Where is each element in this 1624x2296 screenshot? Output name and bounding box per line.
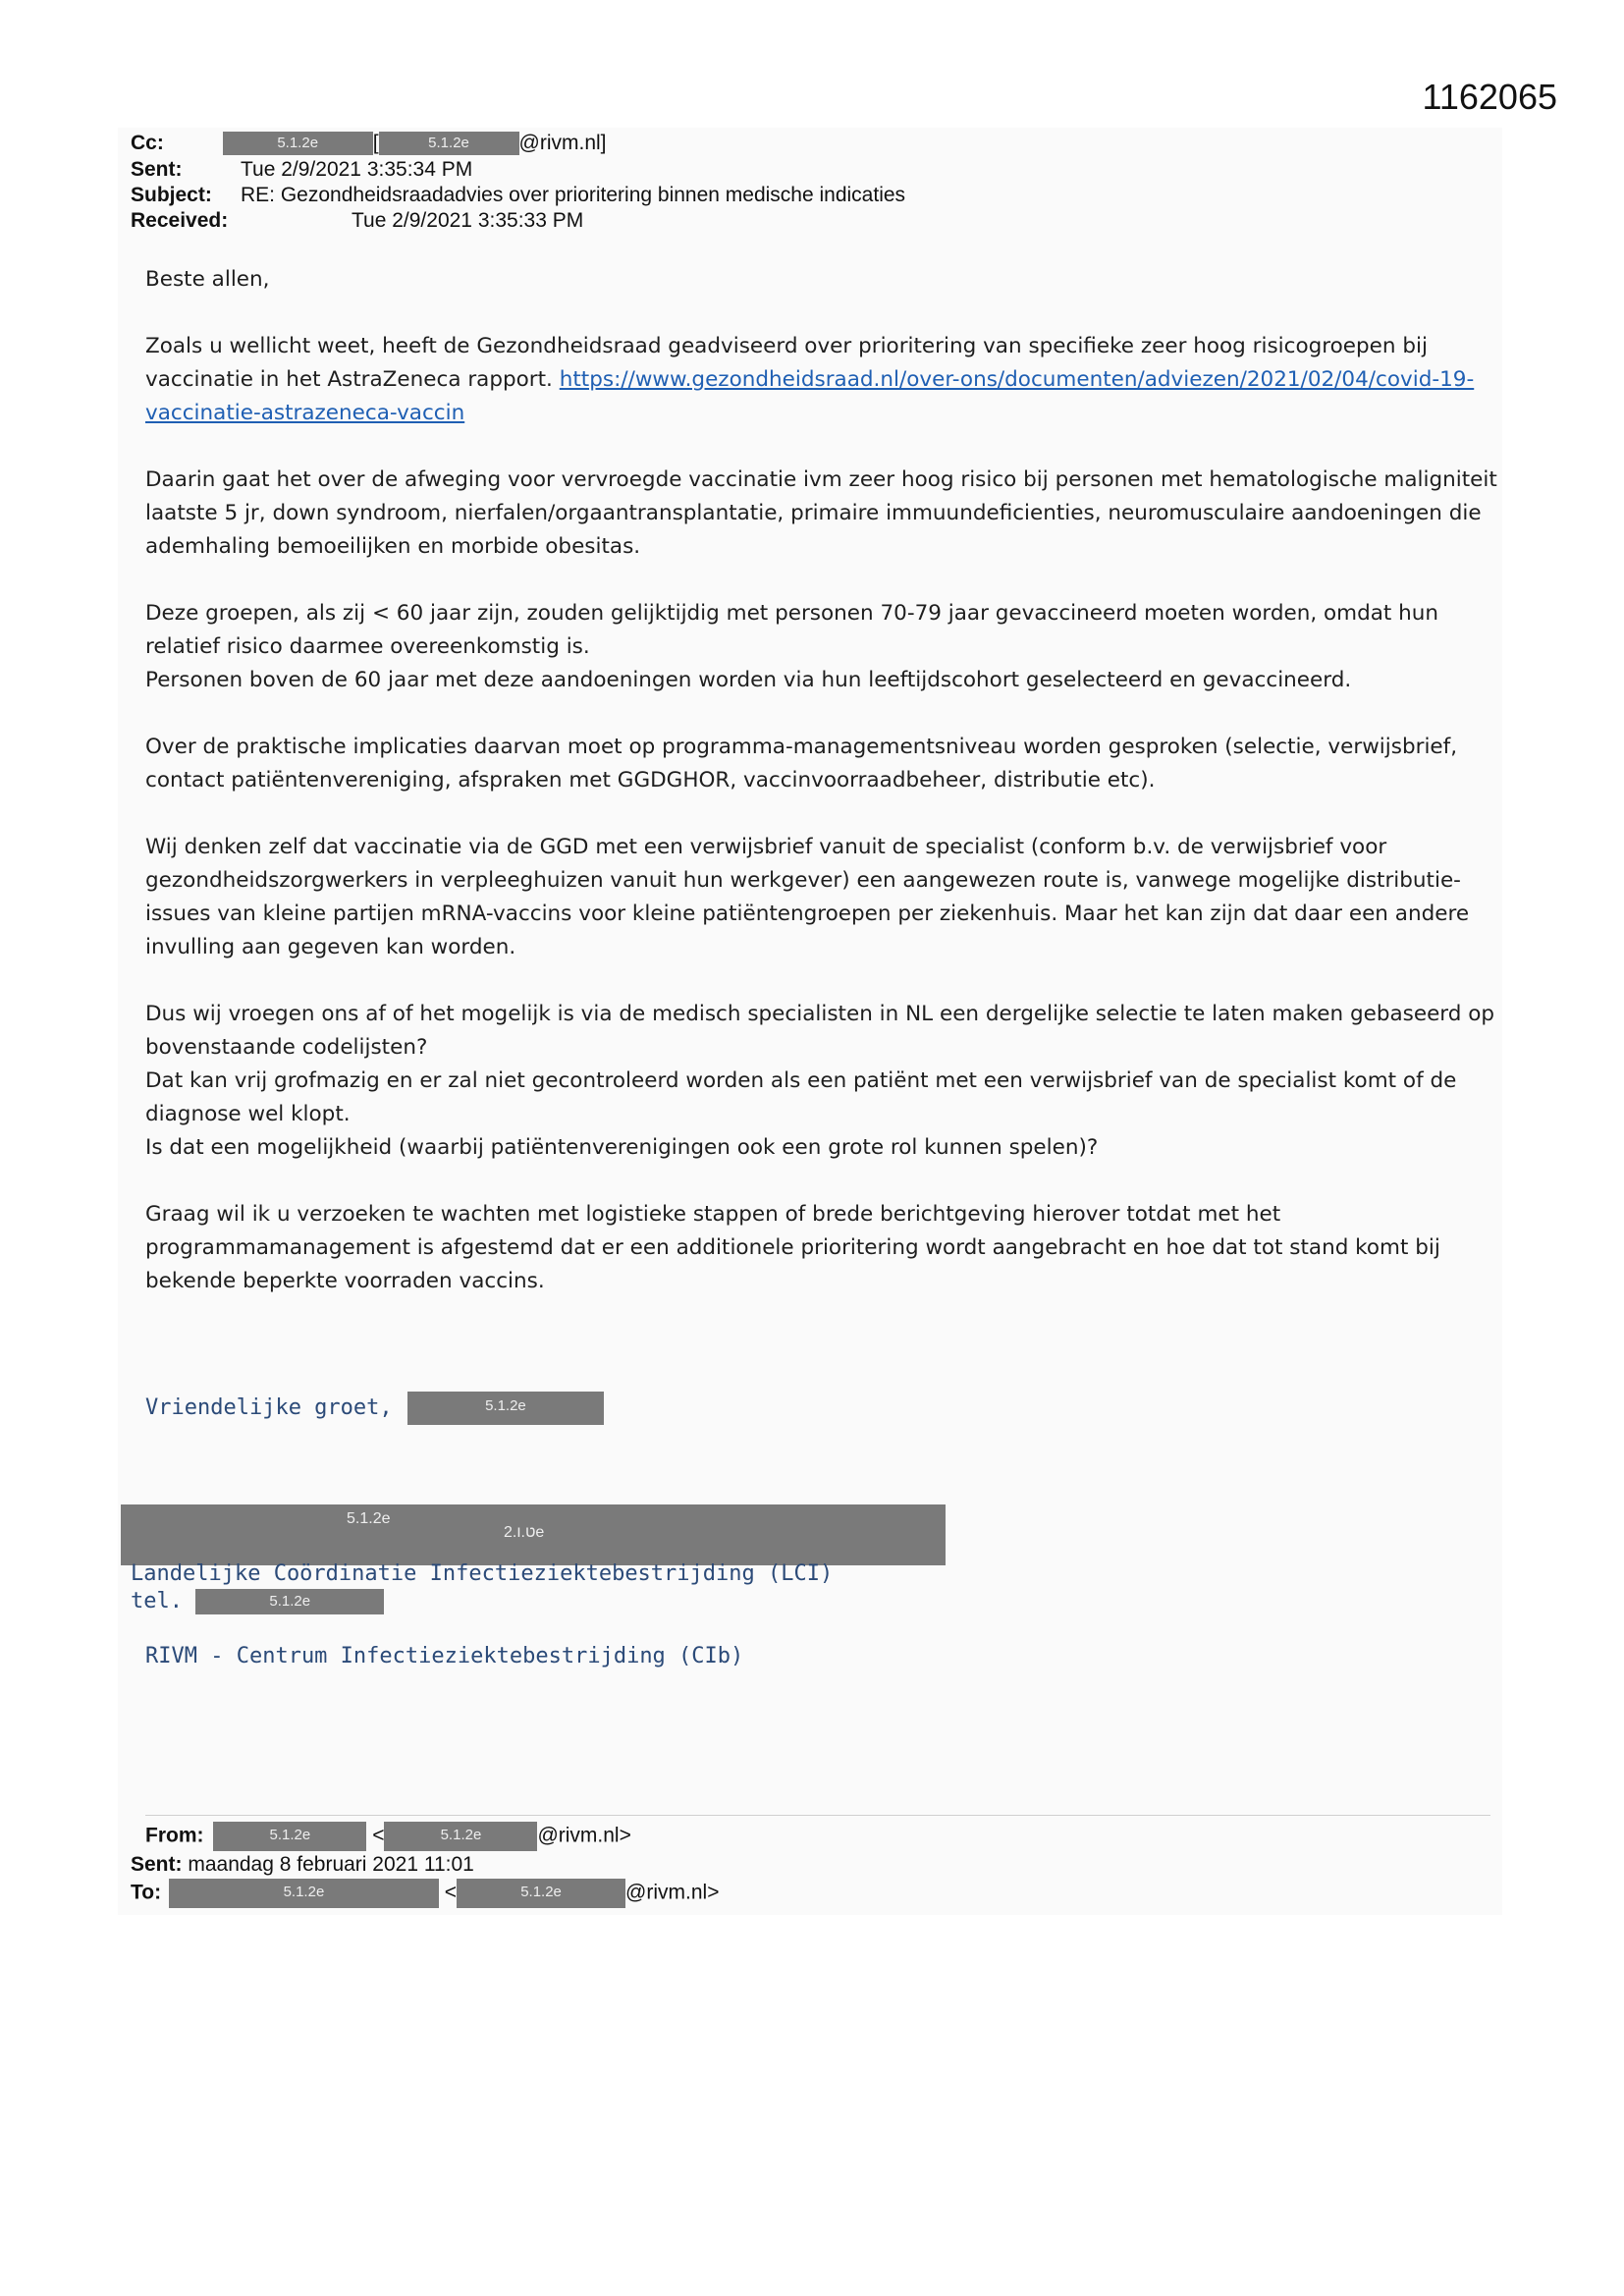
redaction-box: 5.1.2e xyxy=(379,132,519,155)
tel-line xyxy=(131,1589,384,1614)
received-line xyxy=(131,208,584,234)
redaction-box: 5.1.2e xyxy=(169,1879,439,1908)
closing-text: Vriendelijke groet, xyxy=(145,1395,393,1420)
advice-link[interactable]: https://www.gezondheidsraad.nl/over-ons/documenten/adviezen/2021/02/04/covid-19-vaccinatie-astrazeneca-vaccin xyxy=(145,367,1475,425)
subject-value: RE: Gezondheidsraadadvies over prioritering binnen medische indicaties xyxy=(241,184,906,206)
prev-to-line xyxy=(131,1879,719,1908)
paragraph-6a: Dus wij vroegen ons af of het mogelijk is via de medisch specialisten in NL een dergelijke selectie te laten maken gebaseerd op bovenstaande codelijsten? xyxy=(145,1002,1495,1060)
redaction-code: 5.1.2e xyxy=(347,1510,391,1527)
prev-from-label: From: xyxy=(145,1824,204,1847)
paragraph-1 xyxy=(145,330,1500,430)
sent-line xyxy=(131,157,473,183)
redaction-box: 5.1.2e xyxy=(457,1879,625,1908)
paragraph-6b: Dat kan vrij grofmazig en er zal niet gecontroleerd worden als een patiënt met een verwijsbrief van de specialist komt of de diagnose wel klopt. xyxy=(145,1068,1457,1126)
paragraph-1-text: Zoals u wellicht weet, heeft de Gezondheidsraad geadviseerd over prioritering van specifieke zeer hoog risicogroepen bij vaccinatie in het AstraZeneca rapport. xyxy=(145,334,1428,392)
paragraph-3 xyxy=(145,597,1500,697)
redaction-box: 5.1.2e xyxy=(195,1589,384,1614)
subject-line xyxy=(131,183,906,208)
document-number: 1162065 xyxy=(1422,77,1557,117)
received-label: Received: xyxy=(131,209,229,232)
prev-sent-value: maandag 8 februari 2021 11:01 xyxy=(188,1853,474,1876)
paragraph-6c: Is dat een mogelijkheid (waarbij patiëntenverenigingen ook een grote rol kunnen spelen)? xyxy=(145,1135,1099,1160)
redaction-block xyxy=(121,1504,946,1565)
paragraph-2: Daarin gaat het over de afweging voor vervroegde vaccinatie ivm zeer hoog risico bij personen met hematologische maligniteit laatste 5 jr, down syndroom, nierfalen/orgaantransplantatie, primaire immuundeficienties, neuromusculaire aandoeningen die ademhaling bemoeilijken en morbide obesitas. xyxy=(145,467,1497,559)
prev-from-line xyxy=(145,1822,631,1851)
redaction-box: 5.1.2e xyxy=(213,1822,366,1851)
prev-from-suffix: @rivm.nl> xyxy=(537,1824,631,1847)
paragraph-5: Wij denken zelf dat vaccinatie via de GGD met een verwijsbrief vanuit de specialist (conform b.v. de verwijsbrief voor gezondheidszorgwerkers in verpleeghuizen vanuit hun werkgever) een aangewezen route is, vanwege mogelijke distributie-issues van kleine partijen mRNA-vaccins voor kleine patiëntengroepen per ziekenhuis. Maar het kan zijn dat daar een andere invulling aan gegeven kan worden. xyxy=(145,835,1470,959)
closing xyxy=(145,1392,604,1425)
angle-open: < xyxy=(444,1881,458,1904)
paragraph-3b: Personen boven de 60 jaar met deze aandoeningen worden via hun leeftijdscohort geselecteerd en gevaccineerd. xyxy=(145,668,1352,692)
org-line: Landelijke Coördinatie Infectieziektebestrijding (LCI) xyxy=(131,1561,834,1586)
paragraph-6 xyxy=(145,998,1500,1165)
prev-to-suffix: @rivm.nl> xyxy=(625,1881,720,1904)
sent-value: Tue 2/9/2021 3:35:34 PM xyxy=(241,158,473,181)
cc-bracket: [ xyxy=(372,132,379,154)
message-body xyxy=(145,263,1500,1332)
prev-to-label: To: xyxy=(131,1881,162,1904)
institute-line: RIVM - Centrum Infectieziektebestrijding (CIb) xyxy=(145,1644,744,1668)
received-value: Tue 2/9/2021 3:35:33 PM xyxy=(352,209,584,232)
redaction-box: 5.1.2e xyxy=(384,1822,537,1851)
paragraph-4: Over de praktische implicaties daarvan moet op programma-managementsniveau worden gesproken (selectie, verwijsbrief, contact patiëntenvereniging, afspraken met GGDGHOR, vaccinvoorraadbeheer, distributie etc). xyxy=(145,735,1458,793)
greeting: Beste allen, xyxy=(145,267,270,292)
prev-sent-label: Sent: xyxy=(131,1853,183,1876)
subject-label: Subject: xyxy=(131,184,212,206)
redaction-box: 5.1.2e xyxy=(223,132,373,155)
prev-sent-line xyxy=(131,1853,474,1877)
tel-label: tel. xyxy=(131,1589,183,1613)
paragraph-3a: Deze groepen, als zij < 60 jaar zijn, zouden gelijktijdig met personen 70-79 jaar gevaccineerd moeten worden, omdat hun relatief risico daarmee overeenkomstig is. xyxy=(145,601,1439,659)
paragraph-7: Graag wil ik u verzoeken te wachten met logistieke stappen of brede berichtgeving hierover totdat met het programmamanagement is afgestemd dat er een additionele prioritering wordt aangebracht en hoe dat tot stand komt bij bekende beperkte voorraden vaccins. xyxy=(145,1202,1440,1293)
cc-suffix: @rivm.nl] xyxy=(518,132,607,154)
cc-line xyxy=(131,131,607,156)
redaction-box: 5.1.2e xyxy=(407,1392,604,1425)
cc-label: Cc: xyxy=(131,132,164,154)
sent-label: Sent: xyxy=(131,158,183,181)
redaction-code-partial: ט.ו.2e xyxy=(504,1524,545,1541)
divider xyxy=(145,1815,1490,1816)
angle-open: < xyxy=(372,1824,385,1847)
